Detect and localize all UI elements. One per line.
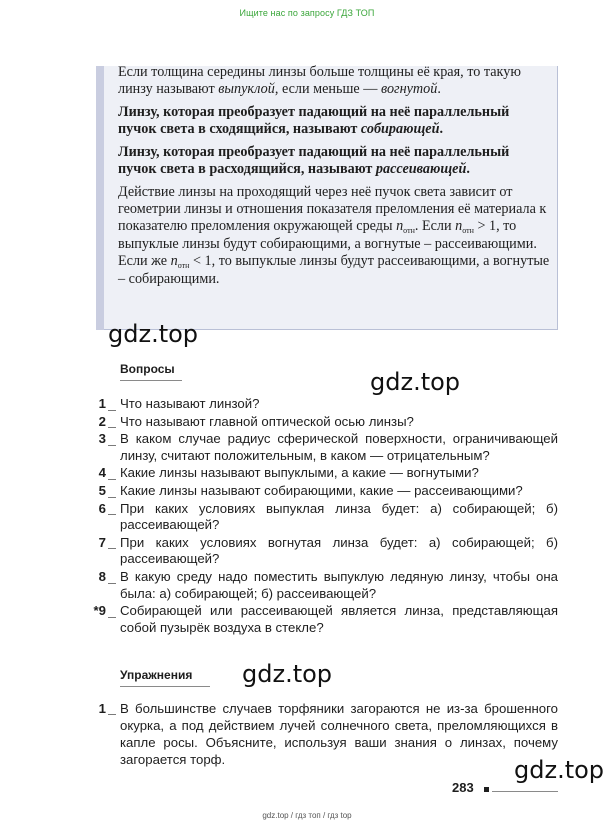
watermark: gdz.top (108, 320, 199, 348)
definition-box-text (118, 64, 550, 294)
page-number-square-icon (484, 787, 489, 792)
term-convex: выпуклой (218, 81, 275, 97)
box-paragraph-2: Линзу, которая преобразует падающий на неё параллельный пучок света в сходящийся, называют собирающей. (118, 104, 510, 137)
exercises-heading: Упражнения (120, 668, 193, 682)
questions-heading: Вопросы (120, 362, 175, 376)
question-item: 4 Какие линзы называют выпуклыми, а какие — вогнутыми? (0, 465, 614, 482)
term-diverging: рассеивающей (375, 161, 467, 177)
box-paragraph-4: Действие линзы на проходящий через неё пучок света зависит от геометрии линзы и отношения показателя преломления её материала к показателю преломления окружающей среды $n_{отн}$. Если $n_{отн} > 1$, то выпуклые линзы будут собирающими, а вогнутые – рассеивающими. (118, 184, 547, 252)
question-item: 7 При каких условиях вогнутая линза будет: а) собирающей; б) рассеивающей? (0, 535, 614, 568)
box-paragraph-1: Если толщина середины линзы больше толщины её края, то такую линзу называют выпуклой, если меньше — вогнутой. (118, 64, 521, 97)
question-item: 3 В каком случае радиус сферической поверхности, ограничивающей линзу, считают положительным, в каком — отрицательным? (0, 431, 614, 464)
question-item: 2 Что называют главной оптической осью линзы? (0, 414, 614, 431)
top-banner: Ищите нас по запросу ГДЗ ТОП (239, 8, 375, 18)
question-item: 8 В какую среду надо поместить выпуклую ледяную линзу, чтобы она была: а) собирающей; б) рассеивающей? (0, 569, 614, 602)
exercise-item: 1 В большинстве случаев торфяники загораются не из-за брошенного окурка, а под действием лучей солнечного света, преломляющихся в капле росы. Объясните, используя ваши знания о линзах, почему загорается торф. (0, 700, 614, 768)
questions-list (0, 396, 614, 637)
page-number-rule (492, 791, 558, 792)
question-item: *9 Собирающей или рассеивающей является линза, представляющая собой пузырёк воздуха в стекле? (0, 603, 614, 636)
footer: gdz.top / гдз топ / гдз top (262, 811, 352, 820)
question-item: 5 Какие линзы называют собирающими, какие — рассеивающими? (0, 483, 614, 500)
page-number: 283 (452, 780, 474, 795)
watermark: gdz.top (370, 368, 461, 396)
watermark: gdz.top (242, 660, 333, 688)
questions-heading-rule (120, 380, 182, 381)
question-item: 1 Что называют линзой? (0, 396, 614, 413)
question-item: 6 При каких условиях выпуклая линза будет: а) собирающей; б) рассеивающей? (0, 501, 614, 534)
exercises-heading-rule (120, 686, 210, 687)
term-concave: вогнутой (380, 81, 438, 97)
box-paragraph-3: Линзу, которая преобразует падающий на неё параллельный пучок света в расходящийся, называют рассеивающей. (118, 144, 510, 177)
term-converging: собирающей (360, 121, 440, 137)
box-paragraph-5: Если же $n_{отн} < 1$, то выпуклые линзы будут рассеивающими, а вогнутые – собирающими. (118, 253, 550, 287)
watermark: gdz.top (514, 756, 605, 784)
definition-box-bar (96, 66, 104, 330)
